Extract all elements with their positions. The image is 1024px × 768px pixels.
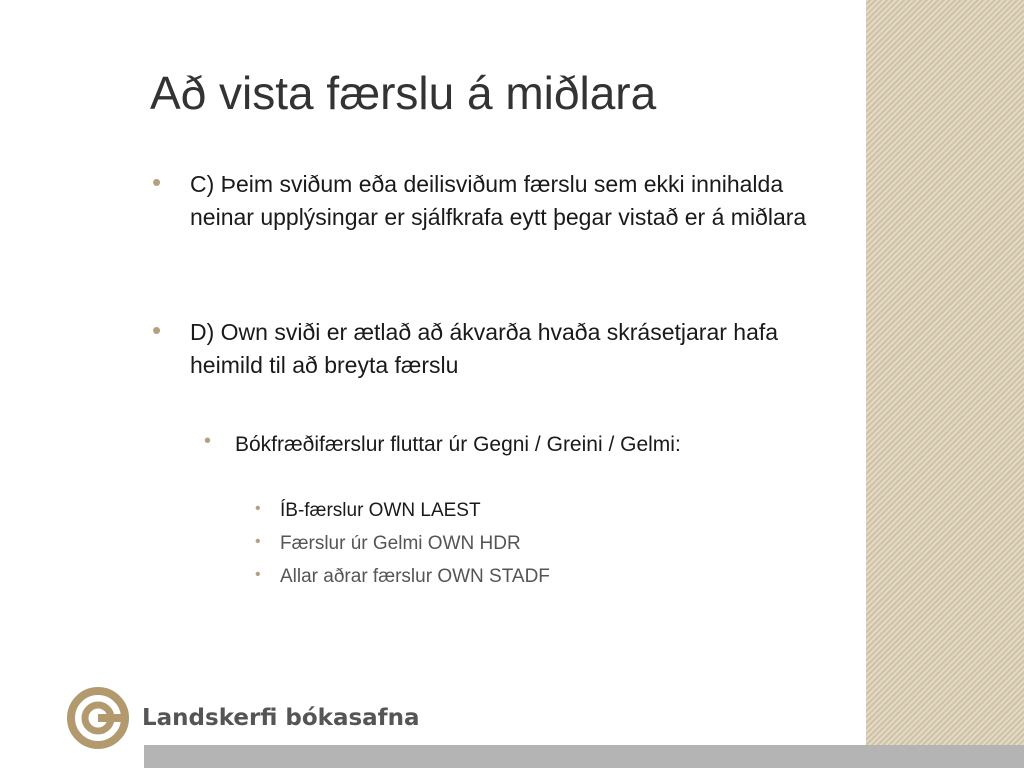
logo-text: Landskerfi bókasafna: [142, 705, 420, 731]
sub-sub-bullet-text: Færslur úr Gelmi OWN HDR: [280, 533, 521, 554]
bullet-dot-icon: •: [204, 430, 212, 452]
sub-sub-bullet-item: [255, 499, 815, 523]
sub-sub-bullet-text: ÍB-færslur OWN LAEST: [280, 500, 481, 521]
sub-bullet-item: [204, 430, 824, 460]
bullet-dot-icon: •: [255, 533, 261, 550]
slide-title: Að vista færslu á miðlara: [150, 67, 657, 119]
bullet-dot-icon: •: [152, 315, 162, 345]
bullet-item: [152, 316, 822, 382]
bullet-dot-icon: •: [255, 566, 261, 583]
sub-bullet-text: Bókfræðifærslur fluttar úr Gegni / Greini / Gelmi:: [235, 433, 681, 456]
sub-sub-bullet-item: [255, 532, 815, 556]
bullet-dot-icon: •: [152, 167, 162, 197]
sub-sub-bullet-item: [255, 565, 815, 589]
bullet-text: C) Þeim sviðum eða deilisviðum færslu sem ekki innihalda neinar upplýsingar er sjálfkrafa eytt þegar vistað er á miðlara: [190, 171, 807, 230]
bullet-dot-icon: •: [255, 500, 261, 517]
decorative-side-panel: [866, 0, 1024, 768]
sub-sub-bullet-text: Allar aðrar færslur OWN STADF: [280, 566, 550, 587]
bullet-text: D) Own sviði er ætlað að ákvarða hvaða skrásetjarar hafa heimild til að breyta færslu: [190, 319, 779, 378]
bullet-item: [152, 168, 822, 234]
landskerfi-logo-icon: [66, 686, 130, 750]
logo: [66, 686, 420, 750]
